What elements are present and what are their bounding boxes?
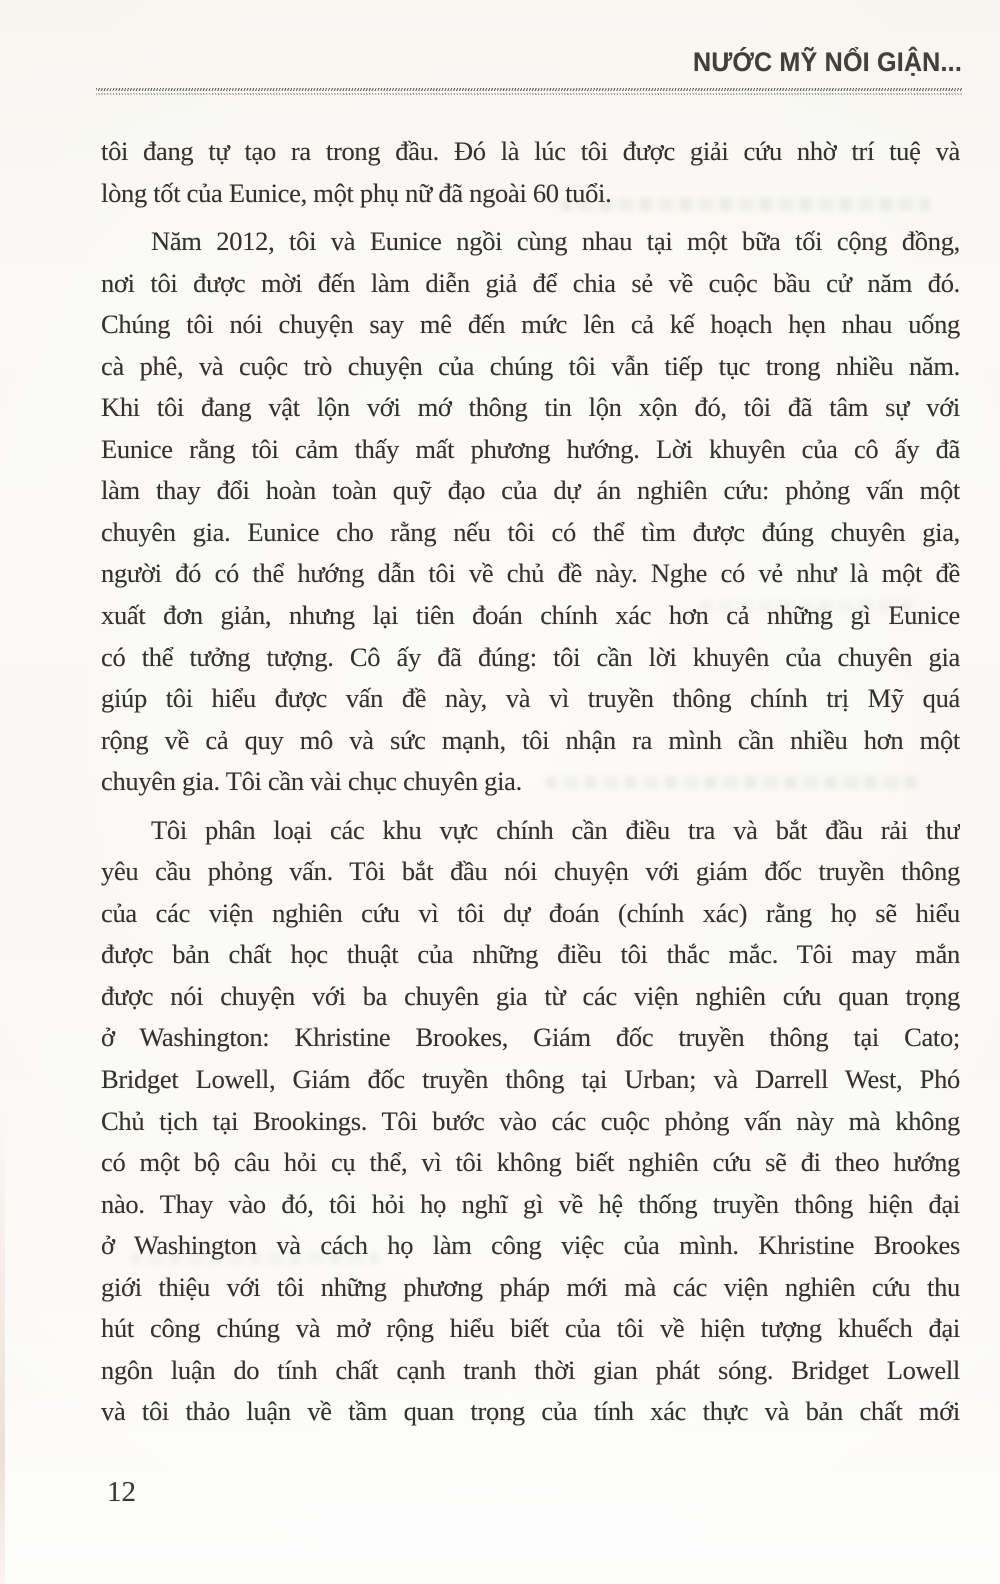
text-line: làm thay đổi hoàn toàn quỹ đạo của dự án nghiên cứu: phỏng vấn một	[101, 475, 960, 506]
text-line: người đó có thể hướng dẫn tôi về chủ đề này. Nghe có vẻ như là một đề	[101, 558, 960, 589]
text-line: của các viện nghiên cứu vì tôi dự đoán (chính xác) rằng họ sẽ hiểu	[101, 897, 960, 928]
running-header-title: NƯỚC MỸ NỔI GIẬN...	[692, 47, 962, 77]
body-text	[101, 131, 960, 1433]
text-line: yêu cầu phỏng vấn. Tôi bắt đầu nói chuyện với giám đốc truyền thông	[101, 856, 960, 887]
text-line: xuất đơn giản, nhưng lại tiên đoán chính xác hơn cả những gì Eunice	[101, 600, 960, 631]
text-line: ở Washington: Khristine Brookes, Giám đốc truyền thông tại Cato;	[101, 1022, 960, 1053]
text-line: và tôi thảo luận về tầm quan trọng của tính xác thực và bản chất mới	[101, 1396, 960, 1427]
text-line: Khi tôi đang vật lộn với mớ thông tin lộn xộn đó, tôi đã tâm sự với	[101, 392, 960, 423]
text-line: giúp tôi hiểu được vấn đề này, và vì truyền thông chính trị Mỹ quá	[101, 683, 960, 714]
text-line: được nói chuyện với ba chuyên gia từ các viện nghiên cứu quan trọng	[101, 980, 960, 1011]
text-line: được bản chất học thuật của những điều tôi thắc mắc. Tôi may mắn	[101, 939, 960, 970]
paragraph	[101, 810, 960, 1433]
text-line: nơi tôi được mời đến làm diễn giả để chia sẻ về cuộc bầu cử năm đó.	[101, 267, 960, 298]
text-line: chuyên gia. Eunice cho rằng nếu tôi có thể tìm được đúng chuyên gia,	[101, 516, 960, 547]
text-line: hút công chúng và mở rộng hiểu biết của tôi về hiện tượng khuếch đại	[101, 1313, 960, 1344]
paragraph	[101, 131, 960, 214]
text-line: Tôi phân loại các khu vực chính cần điều tra và bắt đầu rải thư	[151, 814, 960, 845]
paragraph	[101, 221, 960, 803]
text-line: giới thiệu với tôi những phương pháp mới mà các viện nghiên cứu thu	[101, 1271, 960, 1302]
text-line: Chúng tôi nói chuyện say mê đến mức lên cả kế hoạch hẹn nhau uống	[101, 309, 960, 340]
text-line: lòng tốt của Eunice, một phụ nữ đã ngoài 60 tuổi.	[101, 177, 612, 208]
text-line: có thể tưởng tượng. Cô ấy đã đúng: tôi cần lời khuyên của chuyên gia	[101, 641, 960, 672]
text-line: nào. Thay vào đó, tôi hỏi họ nghĩ gì về hệ thống truyền thông hiện đại	[101, 1188, 960, 1219]
text-line: Chủ tịch tại Brookings. Tôi bước vào các cuộc phỏng vấn này mà không	[101, 1105, 960, 1136]
text-line: cà phê, và cuộc trò chuyện của chúng tôi vẫn tiếp tục trong nhiều năm.	[101, 350, 960, 381]
text-line: chuyên gia. Tôi cần vài chục chuyên gia.	[101, 766, 522, 797]
text-line: Năm 2012, tôi và Eunice ngồi cùng nhau tại một bữa tối cộng đồng,	[151, 226, 960, 257]
text-line: Eunice rằng tôi cảm thấy mất phương hướng. Lời khuyên của cô ấy đã	[101, 433, 960, 464]
page-number: 12	[107, 1476, 136, 1508]
text-line: có một bộ câu hỏi cụ thể, vì tôi không biết nghiên cứu sẽ đi theo hướng	[101, 1147, 960, 1178]
text-line: Bridget Lowell, Giám đốc truyền thông tại Urban; và Darrell West, Phó	[101, 1064, 960, 1095]
text-line: tôi đang tự tạo ra trong đầu. Đó là lúc tôi được giải cứu nhờ trí tuệ và	[101, 136, 960, 166]
text-line: ngôn luận do tính chất cạnh tranh thời gian phát sóng. Bridget Lowell	[101, 1354, 960, 1385]
text-line: ở Washington và cách họ làm công việc của mình. Khristine Brookes	[101, 1230, 960, 1261]
text-line: rộng về cả quy mô và sức mạnh, tôi nhận ra mình cần nhiều hơn một	[101, 724, 960, 755]
header-rule-divider	[96, 88, 962, 95]
